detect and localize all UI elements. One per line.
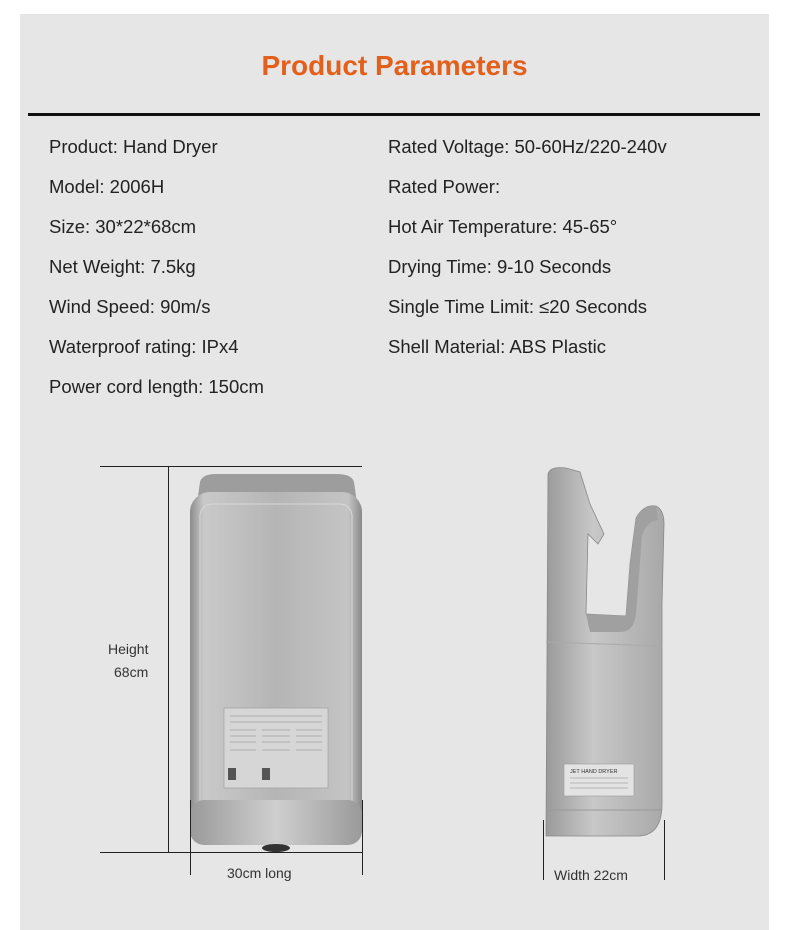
length-left-tick xyxy=(190,800,191,875)
spec-drying-time: Drying Time: 9-10 Seconds xyxy=(388,256,612,277)
spec-power-cord: Power cord length: 150cm xyxy=(49,376,264,397)
spec-waterproof: Waterproof rating: IPx4 xyxy=(49,336,239,357)
spec-rated-voltage: Rated Voltage: 50-60Hz/220-240v xyxy=(388,136,667,157)
spec-rated-power: Rated Power: xyxy=(388,176,501,197)
spec-single-time-limit: Single Time Limit: ≤20 Seconds xyxy=(388,296,647,317)
side-dryer-label: JET HAND DRYER xyxy=(570,769,618,775)
spec-net-weight: Net Weight: 7.5kg xyxy=(49,256,196,277)
height-top-line xyxy=(100,466,362,467)
height-vertical-line xyxy=(168,466,169,853)
spec-hot-air-temp: Hot Air Temperature: 45-65° xyxy=(388,216,618,237)
dryer-front-view xyxy=(186,470,366,855)
dryer-side-view xyxy=(540,464,670,849)
length-right-tick xyxy=(362,800,363,875)
page-title: Product Parameters xyxy=(261,50,528,81)
width-label: Width 22cm xyxy=(554,867,628,883)
length-label: 30cm long xyxy=(227,865,292,881)
height-bottom-line xyxy=(100,852,362,853)
width-right-tick xyxy=(664,820,665,880)
height-label: Height xyxy=(108,641,149,657)
spec-product: Product: Hand Dryer xyxy=(49,136,218,157)
spec-shell-material: Shell Material: ABS Plastic xyxy=(388,336,606,357)
spec-list-left xyxy=(49,134,264,414)
title-divider xyxy=(28,113,760,116)
spec-list-right xyxy=(388,134,667,374)
width-left-tick xyxy=(543,820,544,880)
height-value: 68cm xyxy=(114,664,149,680)
spec-size: Size: 30*22*68cm xyxy=(49,216,197,237)
spec-model: Model: 2006H xyxy=(49,176,165,197)
spec-wind-speed: Wind Speed: 90m/s xyxy=(49,296,211,317)
